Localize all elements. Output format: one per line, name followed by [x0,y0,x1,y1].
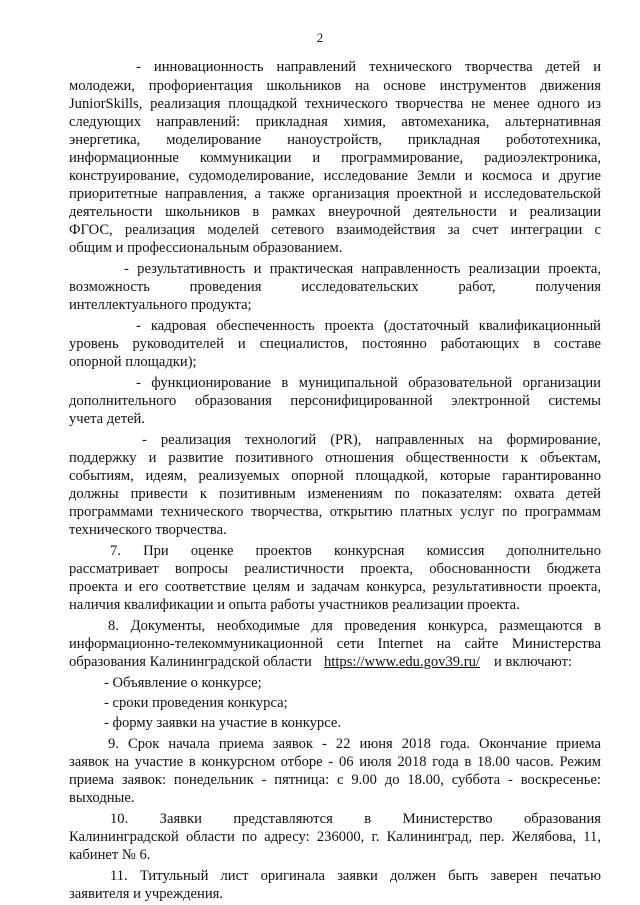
text-line: 9. Срок начала приема заявок - 22 июня 2018 года. Окончание приема [108,736,601,752]
text-line: интеллектуального продукта; [69,297,252,313]
text-line: информационные коммуникации и программирование, радиоэлектроника, [69,150,601,166]
text-line: рассматривает вопросы реалистичности проекта, обоснованности бюджета [69,561,601,577]
text-line: - результативность и практическая направленность реализации проекта, [124,261,601,277]
text-line: приема заявок: понедельник - пятница: с 9.00 до 18.00, суббота - воскресенье: [69,772,601,788]
text-line: выходные. [69,790,135,806]
page-number: 2 [316,30,324,45]
text-line: - инновационность направлений технического творчества детей и [136,59,601,75]
text-line: - кадровая обеспеченность проекта (достаточный квалификационный [136,318,601,334]
text-line: учета детей. [69,411,146,427]
text-line: кабинет № 6. [69,847,151,863]
text-line: 7. При оценке проектов конкурсная комиссия дополнительно [110,543,601,559]
text-line: приоритетные направления, а также организация проектной и исследовательской [69,186,601,202]
text-line: информационно-телекоммуникационной сети Internet на сайте Министерства [69,636,601,652]
text-line: - реализация технологий (PR), направленных на формирование, [142,432,601,448]
text-line: - сроки проведения конкурса; [104,695,288,711]
text-line: технического творчества. [69,522,227,538]
text-line: поддержку и развитие позитивного отношения общественности к объектам, [69,450,601,466]
text-line: образования Калининградской области [69,654,312,670]
text-line: событиям, идеям, реализуемых опорной площадкой, которые гарантированно [69,468,601,484]
text-line: Калининградской области по адресу: 236000, г. Калининград, пер. Желябова, 11, [69,829,601,845]
text-line: наличия квалификации и опыта работы участников реализации проекта. [69,597,520,613]
text-line: - Объявление о конкурсе; [104,675,262,691]
text-line: ФГОС, реализация моделей сетевого взаимодействия за счет интеграции с [69,222,601,238]
text-line: заявителя и учреждения. [69,886,223,902]
text-line: деятельности школьников в рамках внеурочной деятельности и реализации [69,204,601,220]
text-line: - функционирование в муниципальной образовательной организации [136,375,601,391]
text-line: - форму заявки на участие в конкурсе. [104,715,342,731]
text-line: 10. Заявки представляются в Министерство образования [110,811,601,827]
text-line: дополнительного образования персонифицированной электронной системы [69,393,601,409]
text-line: опорной площадки); [69,354,197,370]
text-line: молодежи, профориентация школьников на основе инструментов движения [69,78,601,94]
text-line: общим и профессиональным образованием. [69,240,343,256]
text-line: 11. Титульный лист оригинала заявки должен быть заверен печатью [110,868,601,884]
text-line: уровень руководителей и специалистов, постоянно работающих в составе [69,336,601,352]
text-line: следующих направлений: прикладная химия, автомеханика, альтернативная [69,114,601,130]
text-line: должны привести к позитивным изменениям по показателям: охвата детей [69,486,601,502]
text-line: и включают: [494,654,573,670]
text-line: заявок на участие в конкурсном отборе - 06 июля 2018 года в 18.00 часов. Режим [69,754,601,770]
ministry-website-link[interactable]: https://www.edu.gov39.ru/ [324,654,480,670]
text-line: возможность проведения исследовательских работ, получения [69,279,601,295]
text-line: энергетика, моделирование наноустройств, прикладная робототехника, [69,132,601,148]
text-line: 8. Документы, необходимые для проведения конкурса, размещаются в [108,618,601,634]
text-line: программами технического творчества, открытию платных услуг по программам [69,504,601,520]
text-line: JuniorSkills, реализация площадкой технического творчества не менее одного из [69,96,601,112]
text-line: конструирование, судомоделирование, исследование Земли и космоса и другие [69,168,601,184]
text-line: проекта и его соответствие целям и задачам конкурса, результативности проекта, [69,579,601,595]
